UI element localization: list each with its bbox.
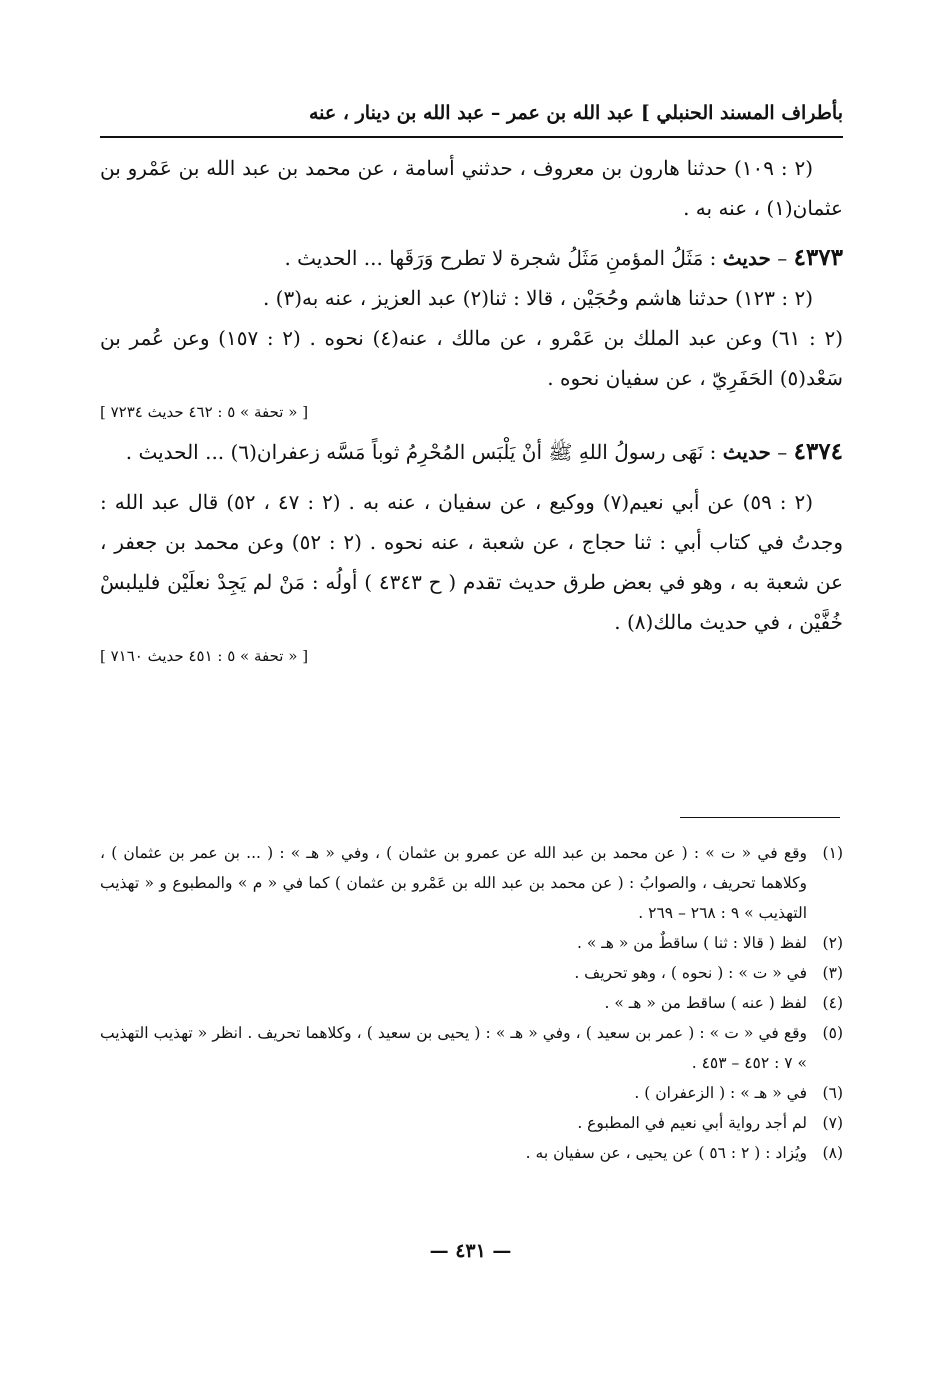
tuhfa-reference: [ « تحفة » ٥ : ٤٥١ حديث ٧١٦٠ ] [100, 647, 309, 665]
footnote-number: (٧) [822, 1114, 843, 1132]
hadith-label: حديث [722, 440, 771, 464]
footnote-7 [100, 1108, 843, 1138]
footnote-text: لفظ ( عنه ) ساقط من « هـ » . [604, 994, 807, 1012]
footnote-number: (٨) [822, 1144, 843, 1162]
hadith-4374-source-1: (٢ : ٥٩) عن أبي نعيم(٧) ووكيع ، عن سفيان ، عنه به . (٢ : ٤٧ ، ٥٢) قال عبد الله : وجدتُ في كتاب أبي : ثنا حجاج ، عن شعبة ، عنه نحوه . (٢ : ٥٢) وعن محمد بن جعفر ، عن شعبة به ، وهو في بعض طرق حديث تقدم ( ح ٤٣٤٣ ) أولُه : مَنْ لم يَجِدْ نعلَيْن فليلبسْ خُفَّيْن ، في حديث مالك(٨) . [100, 490, 844, 634]
hadith-label: حديث [722, 246, 771, 270]
footnote-text: في « ت » : ( نحوه ) ، وهو تحريف . [574, 964, 807, 982]
entry-continuation: (٢ : ١٠٩) حدثنا هارون بن معروف ، حدثني أسامة ، عن محمد بن عبد الله بن عَمْرو بن عثمان(١) ، عنه به . [100, 156, 843, 220]
footnote-4 [100, 988, 843, 1018]
header-divider [100, 136, 843, 138]
footnote-number: (٢) [822, 934, 843, 952]
footnote-number: (٤) [822, 994, 843, 1012]
footnote-number: (٦) [822, 1084, 843, 1102]
footnote-3 [100, 958, 843, 988]
footnote-text: في « هـ » : ( الزعفران ) . [634, 1084, 807, 1102]
footnote-6 [100, 1078, 843, 1108]
footnote-divider [680, 817, 840, 818]
hadith-text: : نَهَى رسولُ اللهِ ﷺ أنْ يَلْبَس المُحْرِمُ ثوباً مَسَّه زعفران(٦) ... الحديث . [125, 440, 717, 464]
footnote-number: (١) [822, 844, 843, 862]
footnote-2 [100, 928, 843, 958]
hadith-4374-heading: ٤٣٧٤ – حديث : نَهَى رسولُ اللهِ ﷺ أنْ يَلْبَس المُحْرِمُ ثوباً مَسَّه زعفران(٦) ... الحديث . [125, 438, 843, 465]
footnote-number: (٣) [822, 964, 843, 982]
footnotes [100, 838, 843, 1168]
footnote-text: لم أجد رواية أبي نعيم في المطبوع . [577, 1114, 807, 1132]
footnote-text: وقع في « ت » : ( عن محمد بن عبد الله عن عمرو بن عثمان ) ، وفي « هـ » : ( ... بن عمر بن عثمان ) ، وكلاهما تحريف ، والصوابُ : ( عن محمد بن عبد الله بن عَمْرو بن عثمان ) كما في « م » والمطبوع و « تهذيب التهذيب » ٩ : ٢٦٨ – ٢٦٩ . [100, 844, 807, 922]
footnote-text: ويُزاد : ( ٢ : ٥٦ ) عن يحيى ، عن سفيان به . [525, 1144, 807, 1162]
page-number: — ٤٣١ — [429, 1240, 512, 1262]
hadith-number: ٤٣٧٤ [793, 438, 843, 465]
hadith-text: : مَثَلُ المؤمنِ مَثَلُ شجرة لا تطرح وَرَقَها ... الحديث . [284, 246, 717, 270]
main-text [100, 148, 843, 676]
header-chapter [309, 102, 634, 124]
tuhfa-reference: [ « تحفة » ٥ : ٤٦٢ حديث ٧٢٣٤ ] [100, 403, 309, 421]
hadith-4373-source-1: (٢ : ١٢٣) حدثنا هاشم وحُجَيْن ، قالا : ثنا(٢) عبد العزيز ، عنه به(٣) . [262, 286, 813, 310]
footnote-1 [100, 838, 843, 928]
footnote-text: لفظ ( قالا : ثنا ) ساقطٌ من « هـ » . [576, 934, 807, 952]
header-chapter-bold: عبد الله بن عمر [507, 102, 634, 124]
header-book-title: بأطراف المسند الحنبلي ] [640, 102, 843, 124]
footnote-number: (٥) [822, 1024, 843, 1042]
footnote-text: وقع في « ت » : ( عمر بن سعيد ) ، وفي « هـ » : ( يحيى بن سعيد ) ، وكلاهما تحريف . انظر « تهذيب التهذيب » ٧ : ٤٥٢ – ٤٥٣ . [100, 1024, 807, 1072]
footnote-5 [100, 1018, 843, 1078]
running-header [100, 96, 843, 130]
hadith-4373-source-2: (٢ : ٦١) وعن عبد الملك بن عَمْرو ، عن مالك ، عنه(٤) نحوه . (٢ : ١٥٧) وعن عُمر بن سَعْد(٥) الحَفَرِيّ ، عن سفيان نحوه . [100, 326, 844, 390]
hadith-number: ٤٣٧٣ [793, 244, 843, 271]
footnote-8 [100, 1138, 843, 1168]
header-chapter-rest: – عبد الله بن دينار ، عنه [309, 102, 501, 124]
hadith-4373-heading: ٤٣٧٣ – حديث : مَثَلُ المؤمنِ مَثَلُ شجرة لا تطرح وَرَقَها ... الحديث . [284, 244, 843, 271]
